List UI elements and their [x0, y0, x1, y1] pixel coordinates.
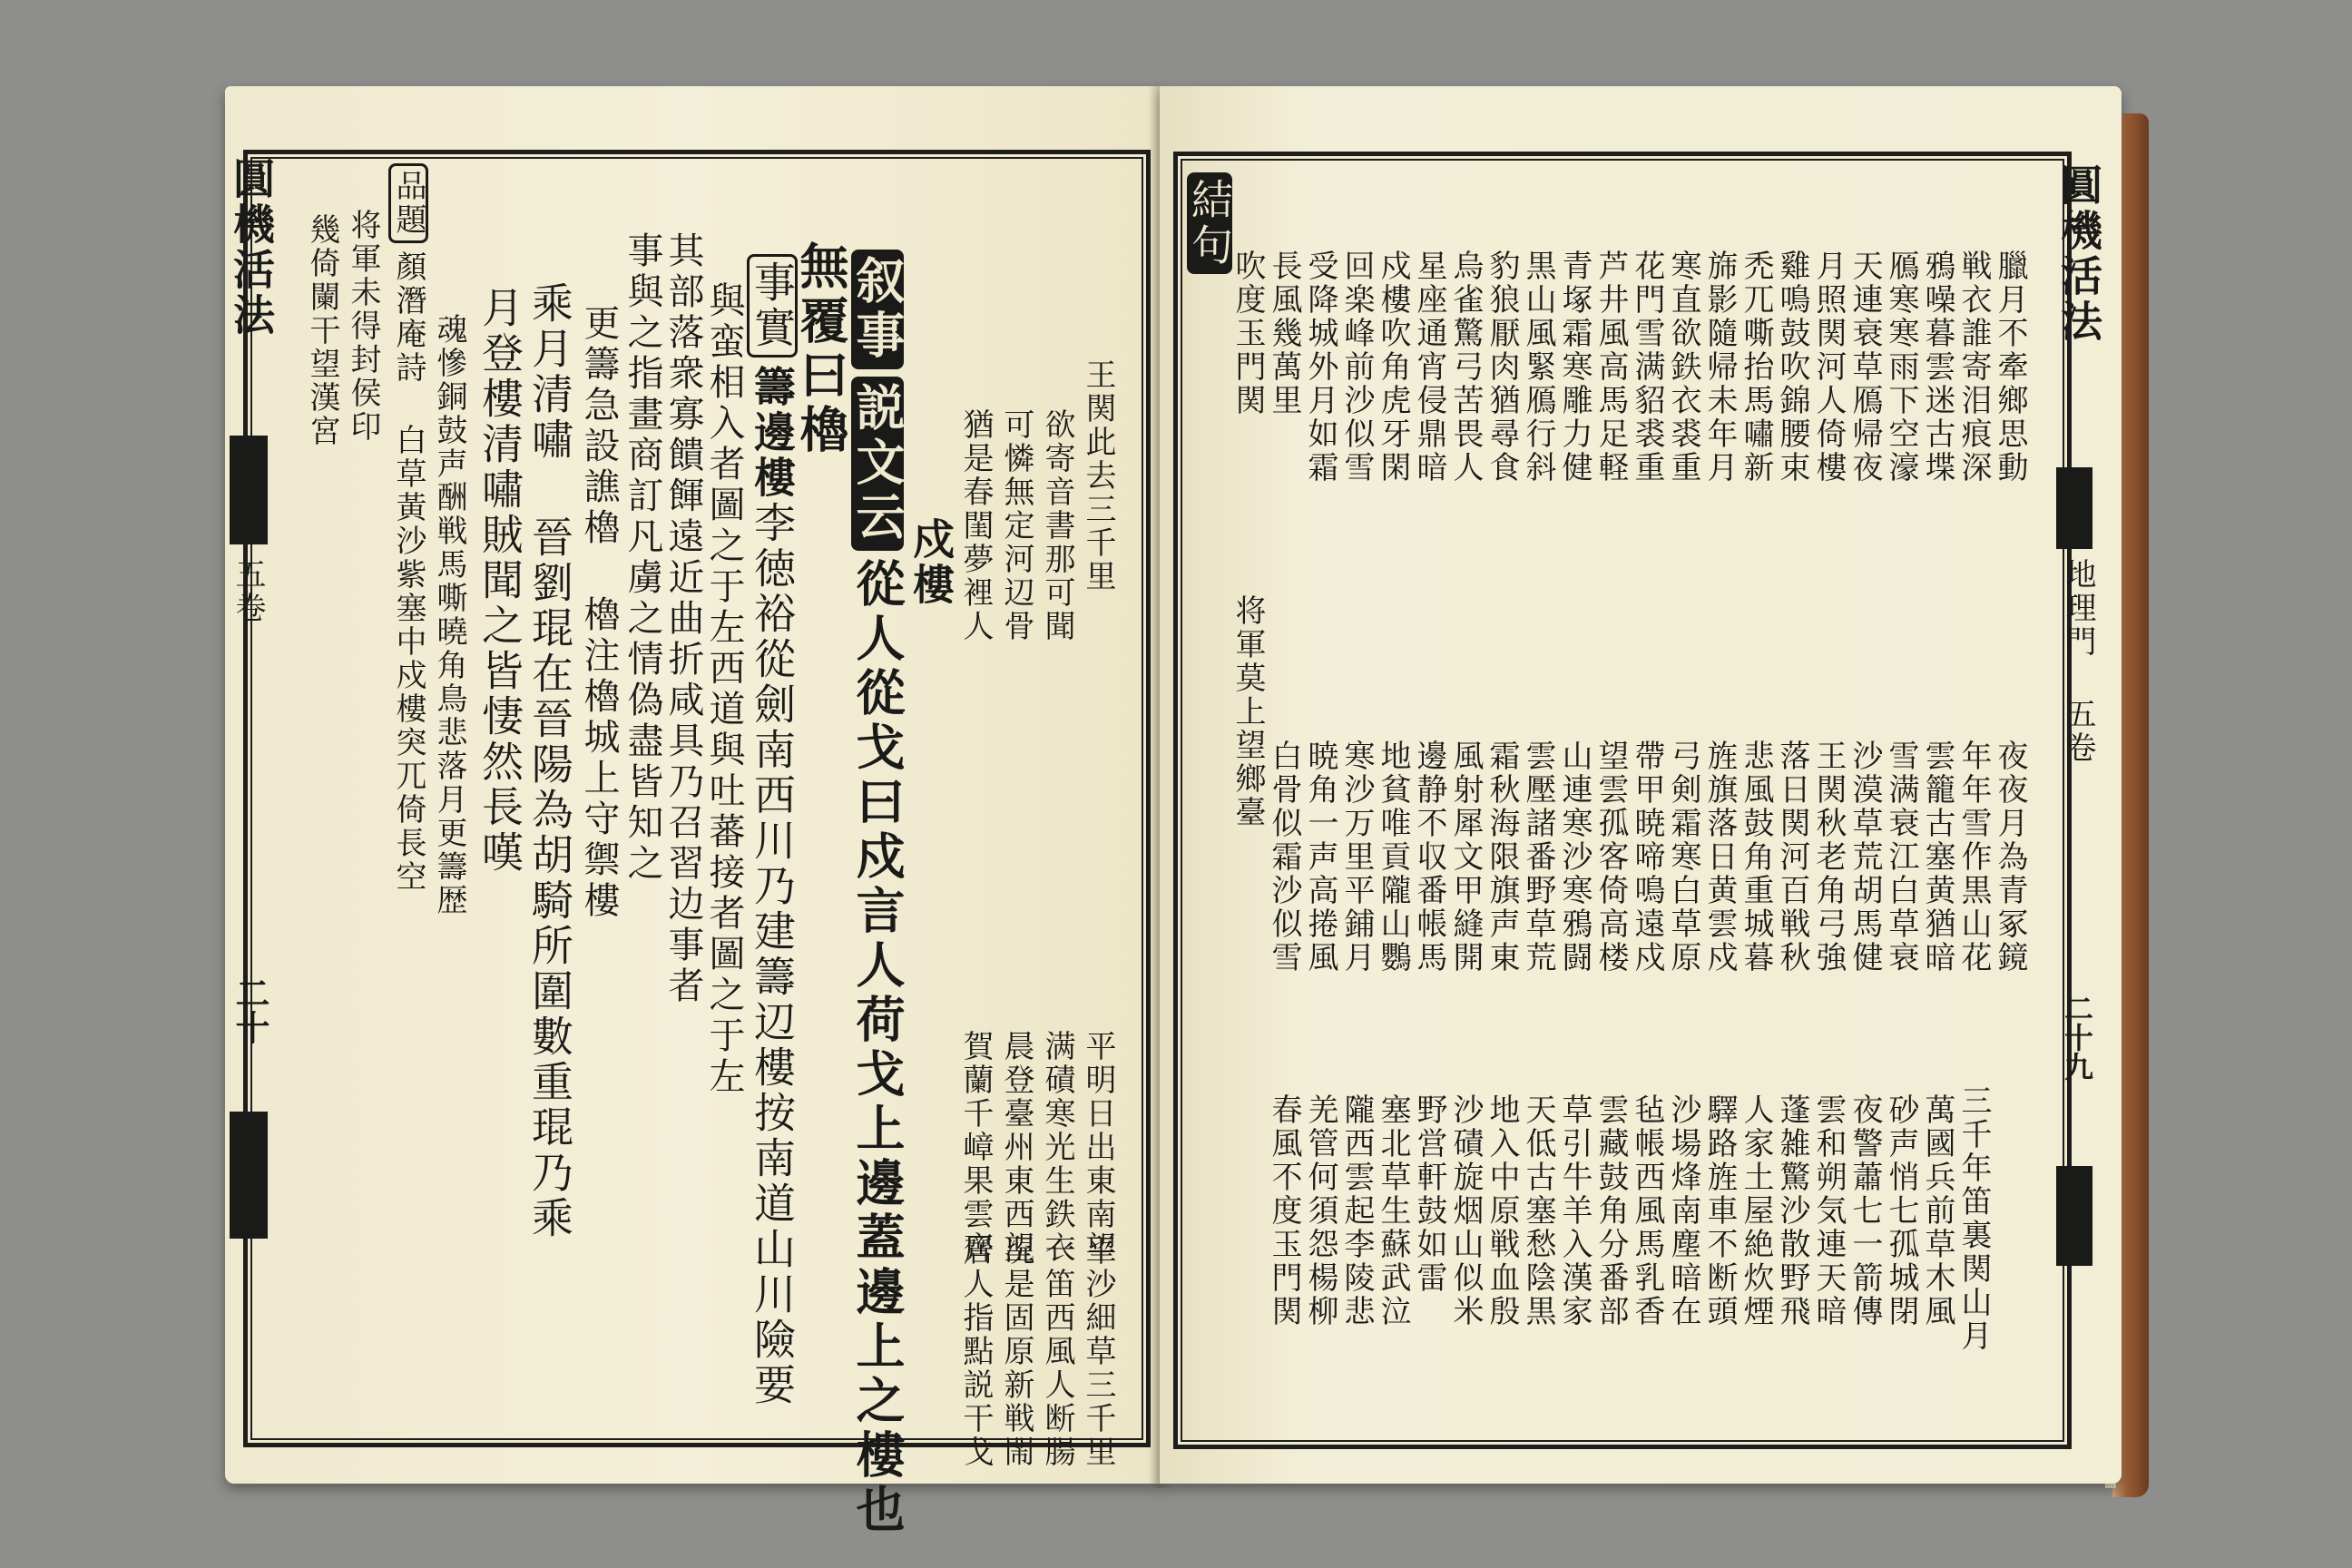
poem-line-8: 賀蘭千嶂果雲齊 [957, 1030, 994, 1265]
right-text-col-44: 白骨似霜沙似雪 [1266, 740, 1302, 975]
right-text-col-39: 風射犀文甲縫開 [1447, 740, 1484, 975]
right-text-col-60: 地入中原戦血殷 [1484, 1093, 1520, 1328]
right-text-col-29: 王関秋老角弓強 [1810, 740, 1847, 975]
margin-black-block-lower [230, 1112, 268, 1239]
right-text-col-3: 鴉噪暮雲迷古堞 [1919, 250, 1955, 485]
right-text-col-62: 野営軒鼓如雷 [1411, 1093, 1447, 1295]
right-text-col-31: 悲風鼓角重城暮 [1738, 740, 1774, 975]
right-text-col-55: 沙場烽南塵暗在 [1665, 1093, 1701, 1328]
title-label-row [388, 163, 428, 894]
right-text-col-14: 黒山風緊鴈行斜 [1520, 250, 1556, 485]
left-margin-title: 圓機活法 [227, 157, 276, 338]
left-text-col-8: 月登樓清嘯賊聞之皆悽然長嘆 [475, 286, 524, 876]
left-text-col-2: 與蛮相入者圖之于左西道與吐蕃接者圖之于左 [703, 281, 745, 1098]
left-text-col-6: 更籌急設譙櫓 櫓注櫓城上守禦樓 [578, 304, 620, 922]
right-text-col-35: 望雲孤客倚高楼 [1592, 740, 1629, 975]
right-text-col-45: 春風不度玉門関 [1266, 1093, 1302, 1328]
right-text-col-2: 戦衣誰寄泪痕深 [1955, 250, 1992, 485]
right-text-col-50: 夜警蕭七一箭傳 [1847, 1093, 1883, 1328]
right-text-col-51: 雲和朔気連天暗 [1810, 1093, 1847, 1328]
section-label-row [1187, 172, 1232, 281]
right-text-col-41: 地貧唯貢隴山鸚 [1375, 740, 1411, 975]
right-col-23-22 [1230, 250, 1266, 417]
right-text-col-20: 受降城外月如霜 [1302, 250, 1338, 485]
right-text-col-8: 禿兀嘶抬馬嘯新 [1738, 250, 1774, 485]
right-text-col-49: 砂声悄七孤城閉 [1883, 1093, 1919, 1328]
left-text-col-9: 顏潛庵詩 白草黃沙紫塞中戍樓突兀倚長空 [390, 250, 426, 894]
poem-line-3: 可憐無定河辺骨 [998, 408, 1034, 643]
right-margin-section: 地理門 五卷 [2060, 558, 2096, 765]
right-text-col-11: 花門雪满貂裘重 [1629, 250, 1665, 485]
right-text-col-42: 寒沙万里平鋪月 [1338, 740, 1375, 975]
right-text-col-46: 羌管何須怨楊柳 [1302, 1093, 1338, 1328]
poem-title: 戍樓 [906, 517, 956, 608]
poem-line-9: 平沙細草三千里 [1080, 1234, 1116, 1469]
margin-black-block [230, 436, 268, 544]
right-text-col-63: 塞北草生蘇武泣 [1375, 1093, 1411, 1328]
poem-line-1: 王関此去三千里 [1080, 358, 1116, 593]
right-text-col-58: 草引牛羊入漢家 [1556, 1093, 1592, 1328]
heading-label: 叙事 [851, 250, 904, 369]
right-text-col-33: 弓剣霜寒白草原 [1665, 740, 1701, 975]
poem-line-5: 平明日出東南望 [1080, 1030, 1116, 1265]
right-text-col-34: 帶甲暁啼鳴遠戍 [1629, 740, 1665, 975]
right-text-col-40: 邊静不収番帳馬 [1411, 740, 1447, 975]
left-page [225, 86, 1160, 1538]
right-text-col-15: 豹狼厭肉猶尋食 [1484, 250, 1520, 485]
right-text-col-1: 臘月不牽鄉思動 [1992, 250, 2028, 485]
right-text-col-64: 隴西雲起李陵悲 [1338, 1093, 1375, 1328]
poem-line-2: 欲寄音書那可聞 [1039, 408, 1075, 643]
right-text-col-4: 鴈寒寒雨下空濠 [1883, 250, 1919, 485]
right-text-col-56: 毡帳西風馬乳香 [1629, 1093, 1665, 1328]
left-text-col-3: 其部落衆寡饋餫遠近曲折咸具乃召習边事者 [662, 231, 704, 1007]
right-text-col-13: 青塚霜寒雕力健 [1556, 250, 1592, 485]
right-text-col-47: 三千年笛裏関山月 [1955, 1084, 1992, 1353]
left-text-col-4: 事與之指畫商訂凡虜之情偽盡皆知之 [622, 231, 663, 885]
right-text-col-12: 芦井風高馬足軽 [1592, 250, 1629, 485]
poem-line-11: 况是固原新戦閙 [998, 1234, 1034, 1469]
right-text-col-61: 沙磧旋烟山似米 [1447, 1093, 1484, 1328]
no-fu-text: 無覆曰櫓 [792, 240, 850, 458]
left-margin-volume: 五卷 [230, 558, 266, 625]
right-text-col-37: 雲壓諸番野草荒 [1520, 740, 1556, 975]
open-book [225, 86, 2144, 1538]
subject-text: 籌邊樓 [748, 365, 797, 501]
right-text-col-16: 烏雀驚弓苦畏人 [1447, 250, 1484, 485]
right-text-col-9: 旆影隨帰未年月 [1701, 250, 1738, 485]
right-text-col-7: 雞鳴鼓吹錦腰束 [1774, 250, 1810, 485]
right-text-col-5: 天連衰草鴈帰夜 [1847, 250, 1883, 485]
right-margin-title: 圓機活法 [2054, 163, 2103, 345]
right-text-col-25: 年年雪作黒山花 [1955, 740, 1992, 975]
right-text-col-57: 雲藏鼓角分番部 [1592, 1093, 1629, 1328]
poem-line-7: 晨登臺州東西望 [998, 1030, 1034, 1265]
heading-text: 從人從戈曰戍言人荷戈上邊蓋邊上之樓也 [848, 558, 906, 1538]
poem-line-12: 居人指點説干戈 [957, 1234, 994, 1469]
right-text-col-19: 回楽峰前沙似雪 [1338, 250, 1375, 485]
heading-row [848, 250, 906, 1538]
right-text-col-17: 星座通宵侵鼎暗 [1411, 250, 1447, 485]
right-text-col-32: 旌旗落日黄雲戍 [1701, 740, 1738, 975]
right-text-col-10: 寒直欲鉄衣裘重 [1665, 250, 1701, 485]
section-label: 結句 [1187, 172, 1232, 274]
right-margin-black-block-lower [2056, 1166, 2092, 1266]
right-text-col-24: 夜夜月為青冢鏡 [1992, 740, 2028, 975]
right-text-col-53: 人家土屋絶炊煙 [1738, 1093, 1774, 1328]
right-text-col-22: 吹度玉門関 [1230, 250, 1266, 417]
right-text-col-6: 月照関河人倚樓 [1810, 250, 1847, 485]
subject-label: 事實 [747, 254, 798, 358]
heading-label-2: 説文云 [851, 377, 904, 551]
right-text-col-36: 山連寒沙寒鴉闘 [1556, 740, 1592, 975]
poem-line-10: 一笛西風人断腸 [1039, 1234, 1075, 1469]
right-text-col-21: 長風幾萬里 [1266, 250, 1302, 417]
poem-line-6: 满磧寒光生鉄衣 [1039, 1030, 1075, 1265]
left-text-col-1: 李徳裕從劍南西川乃建籌辺樓按南道山川險要 [748, 501, 797, 1408]
right-text-col-59: 天低古塞愁陰黒 [1520, 1093, 1556, 1328]
right-text-col-48: 萬國兵前草木風 [1919, 1093, 1955, 1328]
subject-row [747, 254, 798, 1408]
right-margin-black-block [2056, 467, 2092, 549]
right-page [1160, 86, 2122, 1484]
left-text-col-7: 乘月清嘯 晉劉琨在晉陽為胡騎所圍數重琨乃乘 [525, 281, 574, 1241]
right-text-col-27: 雪满衰江白草衰 [1883, 740, 1919, 975]
right-text-col-43: 暁角一声高捲風 [1302, 740, 1338, 975]
left-margin-folio: 二十 [230, 975, 270, 1044]
title-label: 品題 [388, 163, 428, 243]
right-text-col-28: 沙漠草荒胡馬健 [1847, 740, 1883, 975]
right-text-col-18: 戍樓吹角虎牙閑 [1375, 250, 1411, 485]
poem-line-4: 猶是春閨夢裡人 [957, 408, 994, 643]
right-text-col-52: 蓬雑驚沙散野飛 [1774, 1093, 1810, 1328]
right-text-col-23: 将軍莫上望鄉臺 [1230, 594, 1266, 829]
left-text-col-10: 魂慘銅鼓声酬戦馬嘶曉角鳥悲落月更籌歴 [431, 313, 467, 917]
right-text-col-26: 雲籠古塞黄猶暗 [1919, 740, 1955, 975]
right-text-col-54: 驛路旌車不断頭 [1701, 1093, 1738, 1328]
right-margin-folio: 二十九 [2060, 994, 2094, 1081]
right-text-col-30: 落日関河百戦秋 [1774, 740, 1810, 975]
right-text-col-38: 霜秋海限旗声東 [1484, 740, 1520, 975]
left-text-col-12: 幾倚闌干望漢宮 [304, 213, 340, 448]
left-text-col-11: 将軍未得封侯印 [345, 209, 381, 444]
